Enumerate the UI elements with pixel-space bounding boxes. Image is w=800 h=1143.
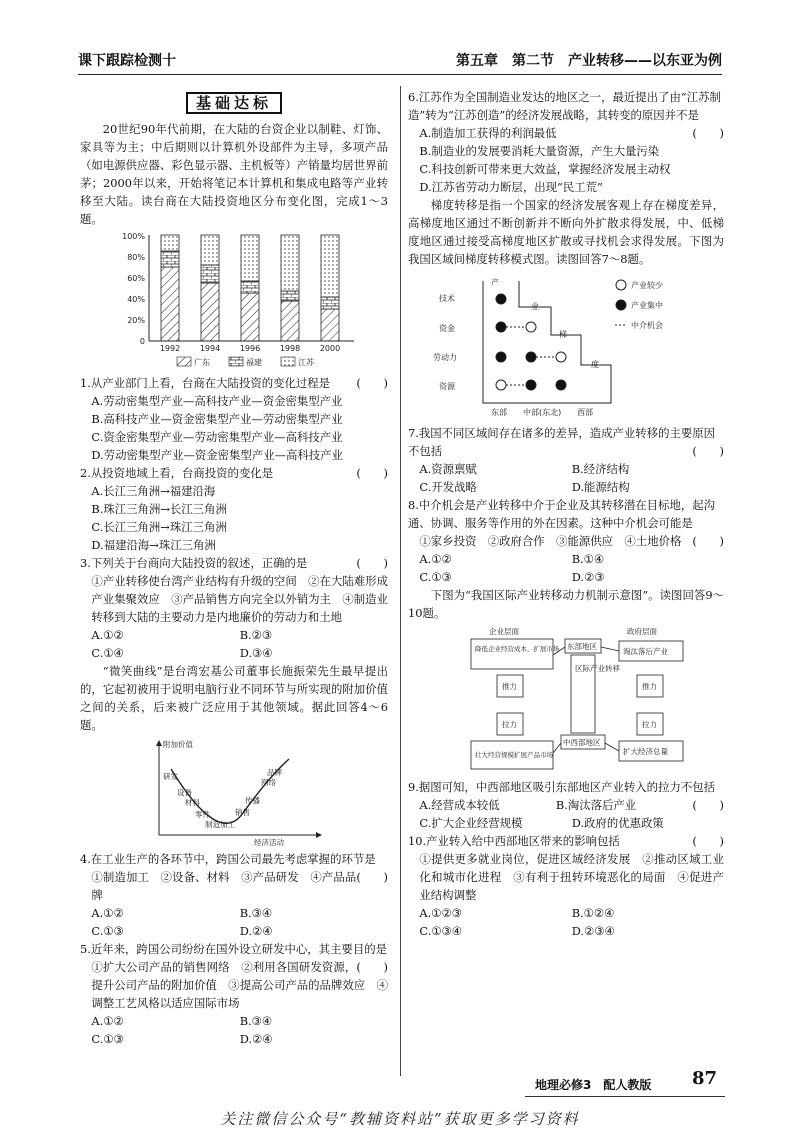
bar-1996-guangdong <box>241 293 259 341</box>
label-bottom: 制造加工 <box>205 820 235 829</box>
box-expand-scale: 壮大经营规模扩展产品市场 <box>475 751 553 759</box>
bar-1992-fujian <box>161 251 179 267</box>
dot-open <box>496 380 506 390</box>
x-tick: 1996 <box>239 344 261 353</box>
transfer-mechanism-diagram <box>431 625 701 775</box>
question-body: ①家乡投资 ②政府合作 ③能源供应 ④土地价格 <box>419 534 682 548</box>
section-title: 基础达标 <box>80 92 388 114</box>
option: C.①④ <box>91 646 124 660</box>
option: C.①③④ <box>419 924 462 938</box>
label-left: 材料 <box>185 798 200 807</box>
interregional-transfer: 区际产业转移 <box>575 664 620 673</box>
label-left: 研发 <box>163 772 178 781</box>
bar-1998-fujian <box>281 291 299 301</box>
box-expand-economy: 扩大经济总量 <box>623 747 668 756</box>
option: C.①③ <box>419 570 452 584</box>
bar-1998-guangdong <box>281 301 299 341</box>
investment-bar-chart <box>99 231 369 371</box>
option: B.③④ <box>239 1014 273 1028</box>
dot-filled <box>526 380 536 390</box>
legend-jiangsu: 江苏 <box>298 358 314 367</box>
bar-1992-jiangsu <box>161 235 179 251</box>
option: D.②③④ <box>571 924 615 938</box>
smile-curve-chart <box>139 737 329 847</box>
header-rule <box>78 74 722 75</box>
option: C.科技创新可带来更大效益，掌握经济发展主动权 <box>419 162 671 176</box>
option: C.长江三角洲→珠江三角洲 <box>91 520 227 534</box>
step-label: 产 <box>491 278 499 287</box>
option: C.扩大企业经营规模 <box>419 816 523 830</box>
question-5: 5.近年来，跨国公司纷纷在国外设立研发中心，其主要目的是 ( ) ①扩大公司产品的销售网络 ②利用各国研发资源，提升公司产品的附加价值 ③提高公司产品的品牌效应 ④调整工艺风格以适应国际市场 A.①② B.③④ C.①③ D.②④ <box>80 942 388 1046</box>
axis-label-x: 经济活动 <box>254 838 284 847</box>
dot-open <box>526 322 536 332</box>
question-3: 3.下列关于台商向大陆投资的叙述，正确的是 ( ) ①产业转移使台湾产业结构有升级的空间 ②在大陆难形成产业集聚效应 ③产品销售方向完全以外销为主 ④制造业转移到大陆的主要动力是内地廉价的劳动力和土地 A.①② B.②③ C.①④ D.③④ <box>80 556 388 660</box>
question-body: ①扩大公司产品的销售网络 ②利用各国研发资源，提升公司产品的附加价值 ③提高公司产品的品牌效应 ④调整工艺风格以适应国际市场 <box>91 960 388 1010</box>
push-label-2: 推力 <box>642 682 657 691</box>
option: C.资金密集型产业—劳动密集型产业—高科技产业 <box>91 430 343 444</box>
question-8: 8.中介机会是产业转移中介于企业及其转移潜在目标地，起沟通、协调、服务等作用的外在因素。这种中介机会可能是 ( ) ①家乡投资 ②政府合作 ③能源供应 ④土地价格 A.①② B.①④ C.①③ D.②③ <box>408 498 724 584</box>
option: D.政府的优惠政策 <box>571 816 664 830</box>
question-body: ①制造加工 ②设备、材料 ③产品研发 ④产品品牌 <box>91 870 357 902</box>
option: B.高科技产业—资金密集型产业—劳动密集型产业 <box>91 412 343 426</box>
option: D.福建沿海→珠江三角洲 <box>91 538 216 552</box>
column-divider <box>400 86 401 1076</box>
option: A.①② <box>91 628 124 642</box>
label-left: 设备 <box>177 788 192 797</box>
push-label-1: 推力 <box>502 682 517 691</box>
watermark: 关注微信公众号“教辅资料站”获取更多学习资料 <box>220 1110 580 1128</box>
option: B.制造业的发展要消耗大量资源，产生大量污染 <box>419 144 660 158</box>
row-label: 劳动力 <box>433 353 457 362</box>
bar-1998-jiangsu <box>281 235 299 291</box>
label-left: 零件 <box>195 810 210 819</box>
header-right: 第五章 第二节 产业转移——以东亚为例 <box>456 53 722 69</box>
col-label: 西部 <box>577 408 593 417</box>
step-label: 度 <box>591 360 599 369</box>
option: B.珠江三角洲→长江三角洲 <box>91 502 227 516</box>
page-number: 87 <box>692 1068 718 1089</box>
row-label: 资金 <box>439 324 455 333</box>
x-tick: 1998 <box>279 344 301 353</box>
pull-label-2: 拉力 <box>642 720 657 729</box>
option: A.资源禀赋 <box>419 462 477 476</box>
step-label: 梯 <box>559 330 567 339</box>
y-tick: 40% <box>127 295 145 304</box>
bar-2000-fujian <box>321 297 339 309</box>
legend-guangdong-swatch <box>177 357 191 366</box>
question-6: 6.江苏作为全国制造业发达的地区之一，最近提出了由“江苏制造”转为“江苏创造”的经济发展战略，其转变的原因并不是 ( ) A.制造加工获得的利润最低 B.制造业的发展要消耗大量资源，产生大量污染 C.科技创新可带来更大效益，掌握经济发展主动权 D.江苏省劳动力断层，出现“民工荒” <box>408 90 724 194</box>
option: A.长江三角洲→福建沿海 <box>91 484 216 498</box>
legend-open-icon <box>616 280 626 290</box>
central-west-region: 中西部地区 <box>563 738 601 747</box>
option: B.淘汰落后产业 <box>555 798 637 812</box>
option: D.劳动密集型产业—资金密集型产业—高科技产业 <box>91 448 343 462</box>
question-7: 7.我国不同区域间存在诸多的差异，造成产业转移的主要原因不包括 ( ) A.资源禀赋 B.经济结构 C.开发战略 D.能源结构 <box>408 426 724 494</box>
legend-fujian-swatch <box>229 357 243 366</box>
footer-book-tag: 地理必修3 配人教版 <box>535 1078 652 1092</box>
legend-jiangsu-swatch <box>281 357 295 366</box>
question-10: 10.产业转入给中西部地区带来的影响包括 ( ) ①提供更多就业岗位，促进区域经济发展 ②推动区域工业化和城市化进程 ③有利于扭转环境恶化的局面 ④促进产业结构调整 A.①②③ B.①②④ C.①③④ D.②③④ <box>408 834 724 938</box>
option: B.③④ <box>239 906 273 920</box>
bar-1996-fujian <box>241 281 259 293</box>
left-column <box>80 88 388 1048</box>
option: B.经济结构 <box>571 462 630 476</box>
x-tick: 1992 <box>159 344 181 353</box>
y-tick: 100% <box>122 232 145 241</box>
question-9: 9.据图可知，中西部地区吸引东部地区产业转入的拉力不包括 ( ) A.经营成本较低 B.淘汰落后产业 C.扩大企业经营规模 D.政府的优惠政策 <box>408 780 724 830</box>
y-tick: 0 <box>139 337 145 346</box>
dot-filled <box>496 352 506 362</box>
col-label: 中部(东北) <box>523 408 562 417</box>
option: C.开发战略 <box>419 480 477 494</box>
question-body: ①提供更多就业岗位，促进区域经济发展 ②推动区域工业化和城市化进程 ③有利于扭转环境恶化的局面 ④促进产业结构调整 <box>419 852 724 902</box>
box-eliminate: 淘汰落后产业 <box>623 647 668 656</box>
dot-filled <box>526 352 536 362</box>
step-label: 业 <box>531 302 539 311</box>
box-reduce-cost: 降低企业经营成本，扩展市场 <box>475 645 560 653</box>
legend-filled-icon <box>616 300 626 310</box>
option: D.②③ <box>571 570 605 584</box>
option: A.①② <box>419 552 452 566</box>
pull-label-1: 拉力 <box>502 720 517 729</box>
dot-open <box>556 352 566 362</box>
label-right: 品牌 <box>267 768 282 777</box>
option: D.江苏省劳动力断层，出现“民工荒” <box>419 180 603 194</box>
legend-label: 产业较少 <box>631 281 663 290</box>
label-right: 销售 <box>235 808 250 817</box>
y-tick: 80% <box>127 253 145 262</box>
option: A.①②③ <box>419 906 462 920</box>
bar-2000-jiangsu <box>321 235 339 297</box>
label-right: 网络 <box>261 778 276 787</box>
option: A.经营成本较低 <box>419 798 500 812</box>
gradient-transfer-diagram <box>431 271 701 421</box>
option: A.劳动密集型产业—高科技产业—资金密集型产业 <box>91 394 343 408</box>
intro-3: 梯度转移是指一个国家的经济发展客观上存在梯度差异，高梯度地区通过不断创新并不断向外扩散求得发展，中、低梯度地区通过接受高梯度地区扩散或寻找机会求得发展。下图为我国区域间梯度转移模式图。读图回答7～8题。 <box>408 198 724 266</box>
row-label: 技术 <box>439 294 455 303</box>
bar-1992-guangdong <box>161 267 179 341</box>
legend-fujian: 福建 <box>246 358 262 367</box>
option: B.①②④ <box>571 906 615 920</box>
x-tick: 2000 <box>319 344 341 353</box>
col-label: 东部 <box>491 408 507 417</box>
dot-filled <box>556 380 566 390</box>
option: D.能源结构 <box>571 480 630 494</box>
government-label: 政府层面 <box>627 627 657 636</box>
bar-1994-jiangsu <box>201 235 219 265</box>
right-column <box>408 88 724 940</box>
dot-filled <box>496 294 506 304</box>
option: B.②③ <box>239 628 273 642</box>
question-body: ①产业转移使台湾产业结构有升级的空间 ②在大陆难形成产业集聚效应 ③产品销售方向完全以外销为主 ④制造业转移到大陆的主要动力是内地廉价的劳动力和土地 <box>91 574 388 624</box>
option: A.制造加工获得的利润最低 <box>419 126 557 140</box>
option: A.①② <box>91 1014 124 1028</box>
bar-1996-jiangsu <box>241 235 259 281</box>
option: C.①③ <box>91 924 124 938</box>
legend-guangdong: 广东 <box>194 358 210 367</box>
option: C.①③ <box>91 1032 124 1046</box>
row-label: 资源 <box>439 382 455 391</box>
option: D.②④ <box>239 1032 273 1046</box>
option: B.①④ <box>571 552 605 566</box>
x-tick: 1994 <box>199 344 221 353</box>
header-left: 课下跟踪检测十 <box>78 53 176 69</box>
bar-1994-guangdong <box>201 283 219 341</box>
y-tick: 60% <box>127 274 145 283</box>
bar-2000-guangdong <box>321 309 339 341</box>
option: D.②④ <box>239 924 273 938</box>
question-2: 2.从投资地域上看，台商投资的变化是 ( ) A.长江三角洲→福建沿海 B.珠江三角洲→长江三角洲 C.长江三角洲→珠江三角洲 D.福建沿海→珠江三角洲 <box>80 466 388 552</box>
question-4: 4.在工业生产的各环节中，跨国公司最先考虑掌握的环节是 ( ) ①制造加工 ②设备、材料 ③产品研发 ④产品品牌 A.①② B.③④ C.①③ D.②④ <box>80 852 388 938</box>
y-tick: 20% <box>127 316 145 325</box>
intro-4: 下图为“我国区际产业转移动力机制示意图”。读图回答9～10题。 <box>408 588 724 620</box>
dot-filled <box>496 322 506 332</box>
legend-label: 中介机会 <box>631 321 663 330</box>
label-right: 传播 <box>245 796 260 805</box>
enterprise-label: 企业层面 <box>489 627 519 636</box>
intro-1: 20世纪90年代前期，在大陆的台资企业以制鞋、灯饰、家具等为主；中后期则以计算机外设部件为主导，多项产品（如电源供应器、彩色显示器、主机板等）产销量均居世界前茅；2000年以来，开始将笔记本计算机和集成电路等产业转移至大陆。读台商在大陆投资地区分布变化图，完成1～3题。 <box>80 122 388 226</box>
bar-1994-fujian <box>201 265 219 283</box>
question-1: 1.从产业部门上看，台商在大陆投资的变化过程是 ( ) A.劳动密集型产业—高科技产业—资金密集型产业 B.高科技产业—资金密集型产业—劳动密集型产业 C.资金密集型产业—劳动密集型产业—高科技产业 D.劳动密集型产业—资金密集型产业—高科技产业 <box>80 376 388 462</box>
intro-2: “微笑曲线”是台湾宏基公司董事长施振荣先生最早提出的，它起初被用于说明电脑行业不同环节与所实现的附加价值之间的关系，后来被广泛应用于其他领域。据此回答4～6题。 <box>80 664 388 732</box>
east-region: 东部地区 <box>567 642 597 651</box>
option: D.③④ <box>239 646 273 660</box>
option: A.①② <box>91 906 124 920</box>
axis-label-y: 附加价值 <box>163 740 193 749</box>
legend-label: 产业集中 <box>631 301 663 310</box>
